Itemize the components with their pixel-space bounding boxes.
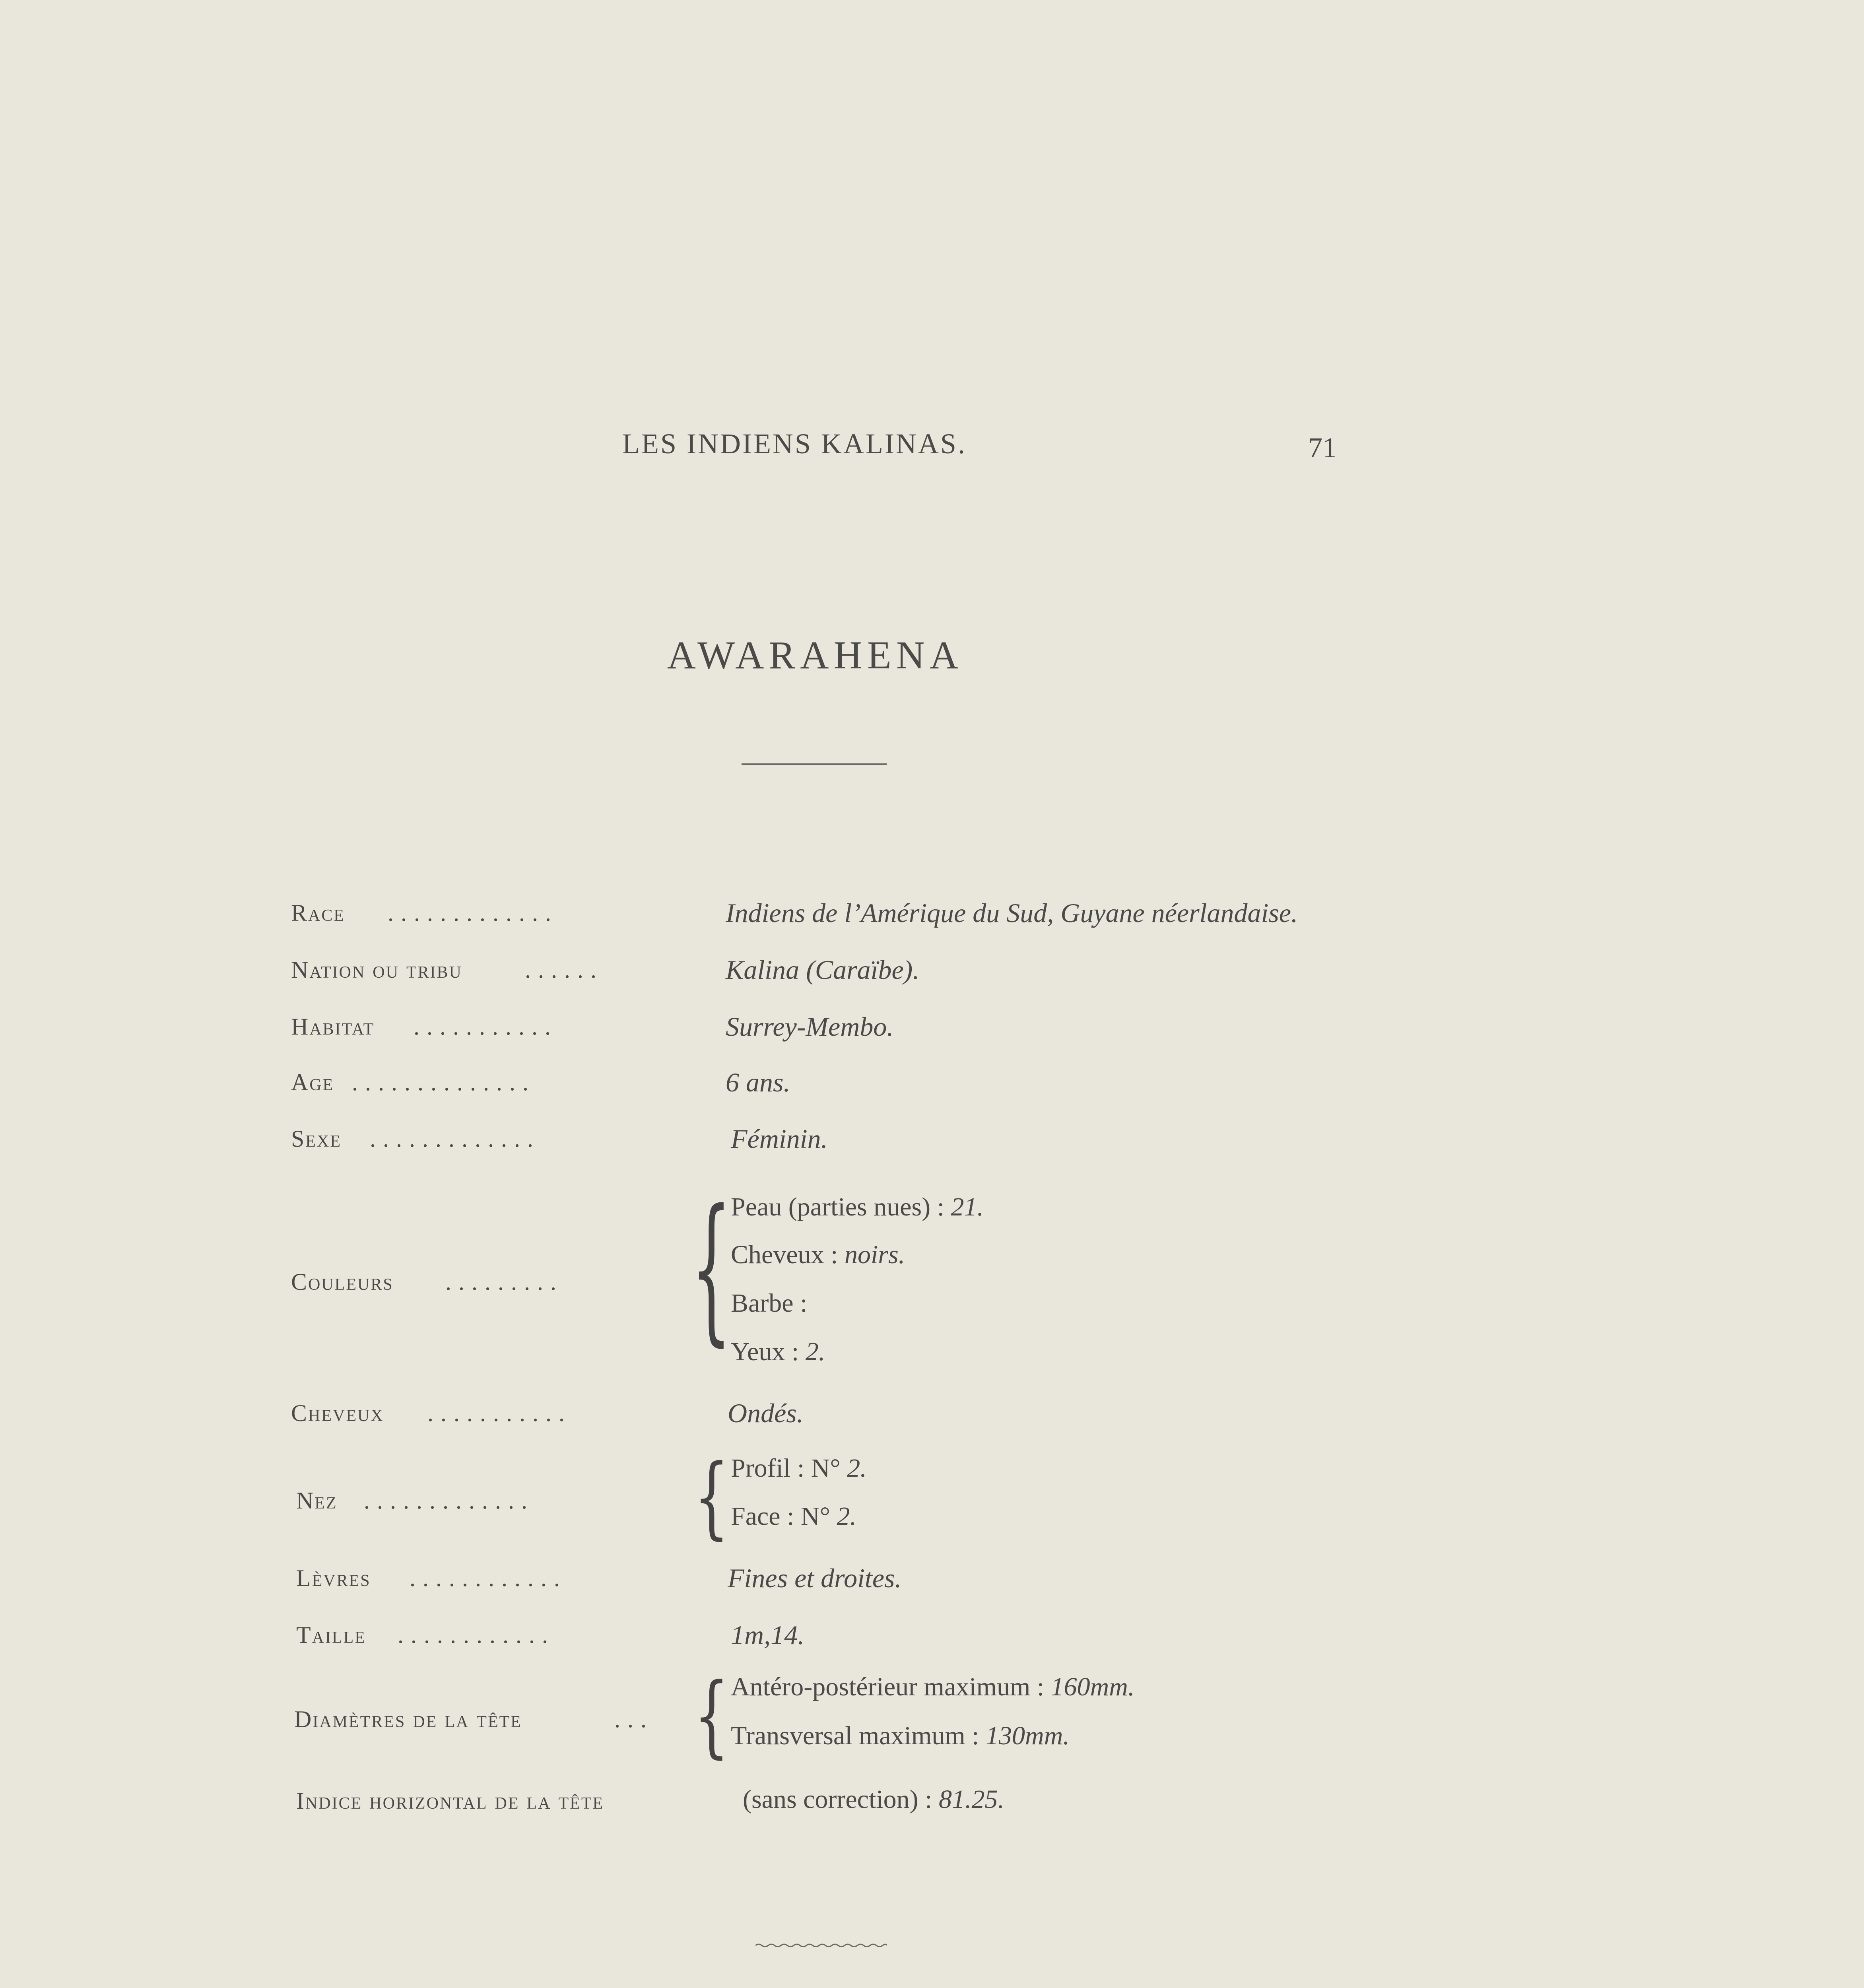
leader-dots: ............. bbox=[364, 1487, 534, 1514]
value-habitat: Surrey-Membo. bbox=[726, 1011, 894, 1042]
value-race: Indiens de l’Amérique du Sud, Guyane néerlandaise. bbox=[726, 898, 1298, 928]
value-indice: (sans correction) : 81.25. bbox=[743, 1785, 1004, 1814]
value-age: 6 ans. bbox=[726, 1067, 790, 1097]
leader-dots: ......... bbox=[445, 1269, 563, 1295]
label-diametres: Diamètres de la tête bbox=[294, 1706, 522, 1732]
running-header: LES INDIENS KALINAS. bbox=[622, 428, 967, 460]
label-couleurs: Couleurs bbox=[291, 1269, 394, 1295]
couleurs-item-peau: Peau (parties nues) : 21. bbox=[731, 1192, 984, 1221]
label-indice: Indice horizontal de la tête bbox=[296, 1788, 604, 1814]
couleurs-item-cheveux: Cheveux : noirs. bbox=[731, 1240, 905, 1269]
leader-dots: ...... bbox=[525, 957, 604, 983]
diametres-item-antero: Antéro-postérieur maximum : 160mm. bbox=[731, 1672, 1135, 1701]
diametres-item-transversal: Transversal maximum : 130mm. bbox=[731, 1721, 1070, 1750]
group-brace: { bbox=[694, 1445, 730, 1549]
label-levres: Lèvres bbox=[296, 1565, 371, 1591]
label-age: Age bbox=[291, 1069, 334, 1095]
value-cheveux: Ondés. bbox=[728, 1398, 804, 1428]
leader-dots: ........... bbox=[427, 1400, 572, 1426]
value-levres: Fines et droites. bbox=[728, 1563, 902, 1593]
value-nation: Kalina (Caraïbe). bbox=[726, 955, 920, 985]
value-taille: 1m,14. bbox=[731, 1620, 805, 1650]
page-number: 71 bbox=[1308, 432, 1337, 464]
leader-dots: .............. bbox=[352, 1069, 536, 1095]
leader-dots: ............. bbox=[370, 1126, 540, 1152]
leader-dots: ........... bbox=[414, 1013, 558, 1040]
nez-item-profil: Profil : N° 2. bbox=[731, 1454, 867, 1483]
leader-dots: ............. bbox=[388, 900, 558, 926]
label-sexe: Sexe bbox=[291, 1126, 342, 1152]
leader-dots: ............ bbox=[398, 1622, 555, 1648]
leader-dots: ............ bbox=[410, 1565, 567, 1591]
label-habitat: Habitat bbox=[291, 1013, 375, 1040]
label-cheveux: Cheveux bbox=[291, 1400, 384, 1426]
nez-item-face: Face : N° 2. bbox=[731, 1502, 856, 1531]
label-race: Race bbox=[291, 900, 346, 926]
leader-dots: ... bbox=[614, 1706, 654, 1732]
group-brace: { bbox=[691, 1175, 732, 1361]
value-sexe: Féminin. bbox=[731, 1124, 828, 1154]
end-flourish bbox=[755, 1942, 887, 1947]
couleurs-item-yeux: Yeux : 2. bbox=[731, 1337, 825, 1366]
title-rule bbox=[742, 763, 887, 765]
label-taille: Taille bbox=[296, 1622, 366, 1648]
label-nation: Nation ou tribu bbox=[291, 957, 462, 983]
label-nez: Nez bbox=[296, 1487, 338, 1514]
couleurs-item-barbe: Barbe : bbox=[731, 1289, 808, 1318]
page-title: AWARAHENA bbox=[667, 633, 963, 677]
group-brace: { bbox=[694, 1664, 730, 1768]
